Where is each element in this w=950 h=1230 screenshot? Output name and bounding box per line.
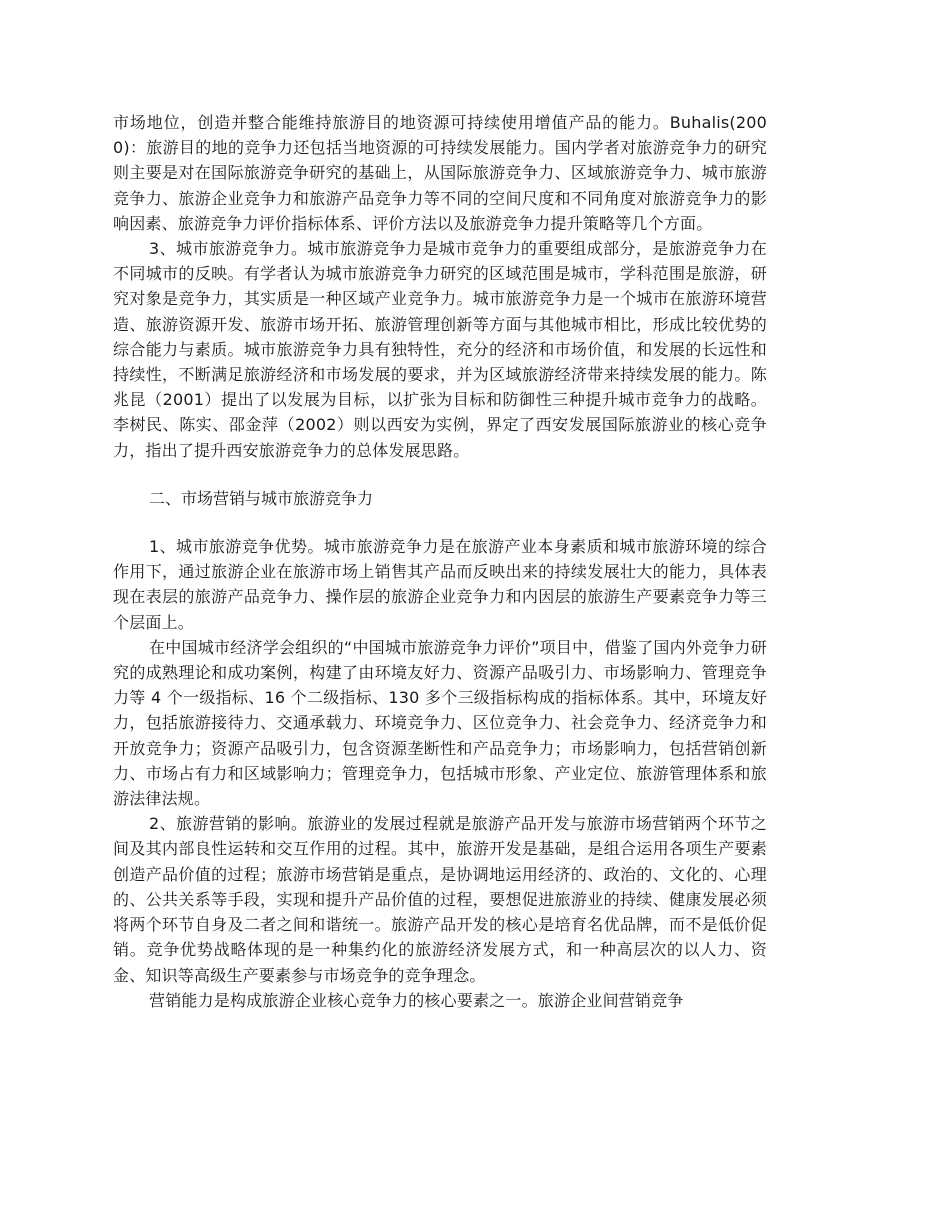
paragraph-4: 在中国城市经济学会组织的“中国城市旅游竞争力评价”项目中，借鉴了国内外竞争力研究的成熟理论和成功案例，构建了由环境友好力、资源产品吸引力、市场影响力、管理竞争力等 4 个一级指标、16 个二级指标、130 多个三级指标构成的指标体系。其中，环境友好力，包括旅游接待力、交通承载力、环境竞争力、区位竞争力、社会竞争力、经济竞争力和开放竞争力；资源产品吸引力，包含资源垄断性和产品竞争力；市场影响力，包括营销创新力、市场占有力和区域影响力；管理竞争力，包括城市形象、产业定位、旅游管理体系和旅游法律法规。 bbox=[113, 637, 767, 809]
paragraph-3: 1、城市旅游竞争优势。城市旅游竞争力是在旅游产业本身素质和城市旅游环境的综合作用下，通过旅游企业在旅游市场上销售其产品而反映出来的持续发展壮大的能力，具体表现在表层的旅游产品竞争力、操作层的旅游企业竞争力和内因层的旅游生产要素竞争力等三个层面上。 bbox=[113, 537, 767, 632]
paragraph-6: 营销能力是构成旅游企业核心竞争力的核心要素之一。旅游企业间营销竞争 bbox=[149, 990, 684, 1010]
paragraph-2: 3、城市旅游竞争力。城市旅游竞争力是城市竞争力的重要组成部分，是旅游竞争力在不同城市的反映。有学者认为城市旅游竞争力研究的区域范围是城市，学科范围是旅游，研究对象是竞争力，其实质是一种区域产业竞争力。城市旅游竞争力是一个城市在旅游环境营造、旅游资源开发、旅游市场开拓、旅游管理创新等方面与其他城市相比，形成比较优势的综合能力与素质。城市旅游竞争力具有独特性，充分的经济和市场价值，和发展的长远性和持续性，不断满足旅游经济和市场发展的要求，并为区域旅游经济带来持续发展的能力。陈兆昆（2001）提出了以发展为目标，以扩张为目标和防御性三种提升城市竞争力的战略。李树民、陈实、邵金萍（2002）则以西安为实例，界定了西安发展国际旅游业的核心竞争力，指出了提升西安旅游竞争力的总体发展思路。 bbox=[113, 239, 767, 460]
paragraph-5: 2、旅游营销的影响。旅游业的发展过程就是旅游产品开发与旅游市场营销两个环节之间及其内部良性运转和交互作用的过程。其中，旅游开发是基础，是组合运用各项生产要素创造产品价值的过程；旅游市场营销是重点，是协调地运用经济的、政治的、文化的、心理的、公共关系等手段，实现和提升产品价值的过程，要想促进旅游业的持续、健康发展必须将两个环节自身及二者之间和谐统一。旅游产品开发的核心是培育名优品牌，而不是低价促销。竞争优势战略体现的是一种集约化的旅游经济发展方式，和一种高层次的以人力、资金、知识等高级生产要素参与市场竞争的竞争理念。 bbox=[113, 814, 767, 985]
paragraph-1: 市场地位，创造并整合能维持旅游目的地资源可持续使用增值产品的能力。Buhalis(2000)：旅游目的地的竞争力还包括当地资源的可持续发展能力。国内学者对旅游竞争力的研究则主要是对在国际旅游竞争研究的基础上，从国际旅游竞争力、区域旅游竞争力、城市旅游竞争力、旅游企业竞争力和旅游产品竞争力等不同的空间尺度和不同角度对旅游竞争力的影响因素、旅游竞争力评价指标体系、评价方法以及旅游竞争力提升策略等几个方面。 bbox=[113, 113, 767, 233]
section-heading: 二、市场营销与城市旅游竞争力 bbox=[149, 488, 374, 508]
